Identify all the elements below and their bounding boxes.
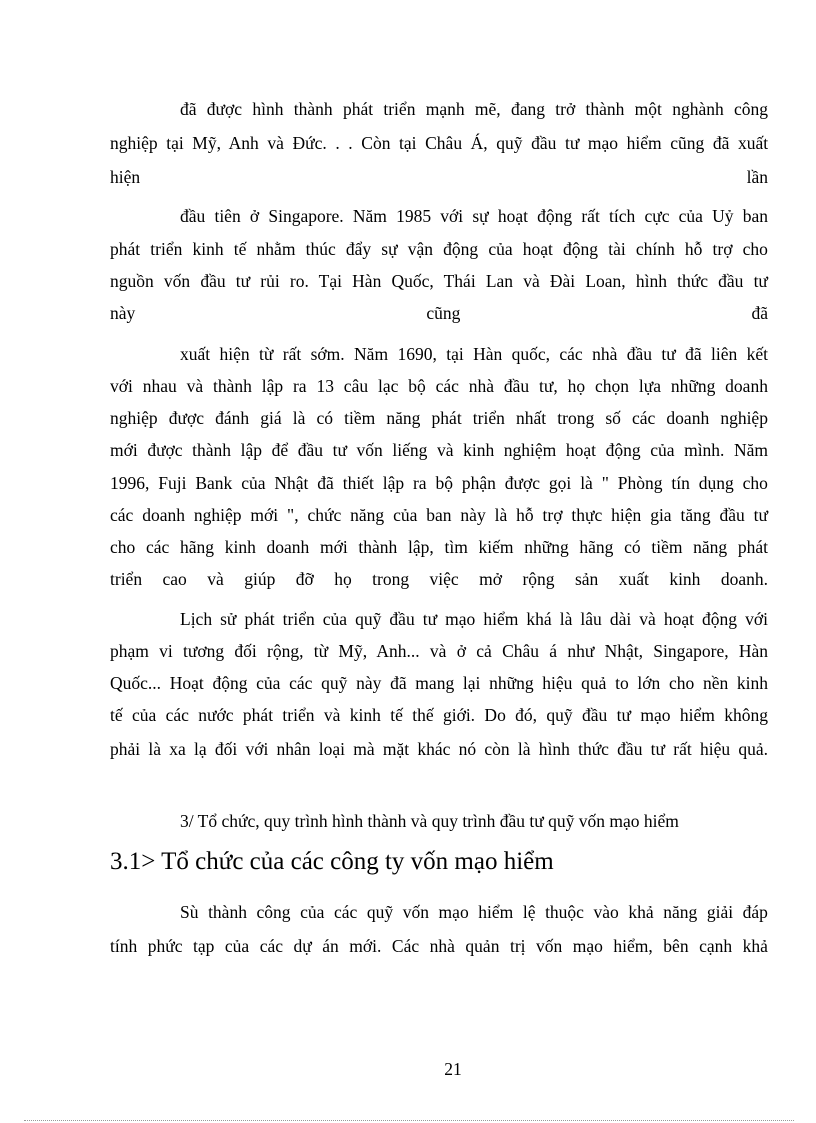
- text-line: Lịch sử phát triển của quỹ đầu tư mạo hiểm khá là lâu dài và hoạt động với: [180, 609, 768, 629]
- text-line: [110, 166, 768, 188]
- section-heading: 3/ Tổ chức, quy trình hình thành và quy trình đầu tư quỹ vốn mạo hiểm: [180, 811, 679, 831]
- text-line-split: này cũng đã: [110, 303, 768, 323]
- text-line-split: hiện lần: [110, 167, 768, 187]
- text-line: 1996, Fuji Bank của Nhật đã thiết lập ra bộ phận được gọi là " Phòng tín dụng cho: [110, 473, 768, 493]
- subsection-heading: 3.1> Tổ chức của các công ty vốn mạo hiểm: [110, 848, 554, 875]
- text-line: đã được hình thành phát triển mạnh mẽ, đang trở thành một nghành công: [180, 99, 769, 119]
- text-line: các doanh nghiệp mới ", chức năng của ban này là hỗ trợ thực hiện gia tăng đầu tư: [110, 505, 769, 525]
- text-line: phải là xa lạ đối với nhân loại mà mặt khác nó còn là hình thức đầu tư rất hiệu quả.: [110, 739, 768, 759]
- text-line: với nhau và thành lập ra 13 câu lạc bộ các nhà đầu tư, họ chọn lựa những doanh: [110, 376, 768, 396]
- text-line: nguồn vốn đầu tư rủi ro. Tại Hàn Quốc, Thái Lan và Đài Loan, hình thức đầu tư: [110, 271, 768, 291]
- text-line: cho các hãng kinh doanh mới thành lập, tìm kiếm những hãng có tiềm năng phát: [110, 537, 769, 557]
- text-line: phạm vi tương đối rộng, từ Mỹ, Anh... và ở cả Châu á như Nhật, Singapore, Hàn: [110, 641, 769, 661]
- text-line: Sù thành công của các quỹ vốn mạo hiểm lệ thuộc vào khả năng giải đáp: [180, 902, 768, 922]
- text-line: phát triển kinh tế nhằm thúc đẩy sự vận động của hoạt động tài chính hỗ trợ cho: [110, 239, 768, 259]
- text-line: nghiệp được đánh giá là có tiềm năng phát triển nhất trong số các doanh nghiệp: [110, 408, 768, 428]
- page-bottom-divider: [24, 1120, 794, 1121]
- text-line: tế của các nước phát triển và kinh tế thế giới. Do đó, quỹ đầu tư mạo hiểm không: [110, 705, 768, 725]
- text-line: đầu tiên ở Singapore. Năm 1985 với sự hoạt động rất tích cực của Uỷ ban: [180, 206, 768, 226]
- text-line: nghiệp tại Mỹ, Anh và Đức. . . Còn tại Châu Á, quỹ đầu tư mạo hiểm cũng đã xuất: [110, 133, 769, 153]
- text-line: xuất hiện từ rất sớm. Năm 1690, tại Hàn quốc, các nhà đầu tư đã liên kết: [180, 344, 769, 364]
- text-line: tính phức tạp của các dự án mới. Các nhà quản trị vốn mạo hiểm, bên cạnh khả: [110, 936, 768, 956]
- text-line: Quốc... Hoạt động của các quỹ này đã mang lại những hiệu quả to lớn cho nền kinh: [110, 673, 769, 693]
- text-line: triển cao và giúp đỡ họ trong việc mở rộng sản xuất kinh doanh.: [110, 569, 769, 589]
- page-number: 21: [444, 1059, 462, 1079]
- text-line: [110, 302, 768, 324]
- text-line: mới được thành lập để đầu tư vốn liếng và kinh nghiệm hoạt động của mình. Năm: [110, 440, 769, 460]
